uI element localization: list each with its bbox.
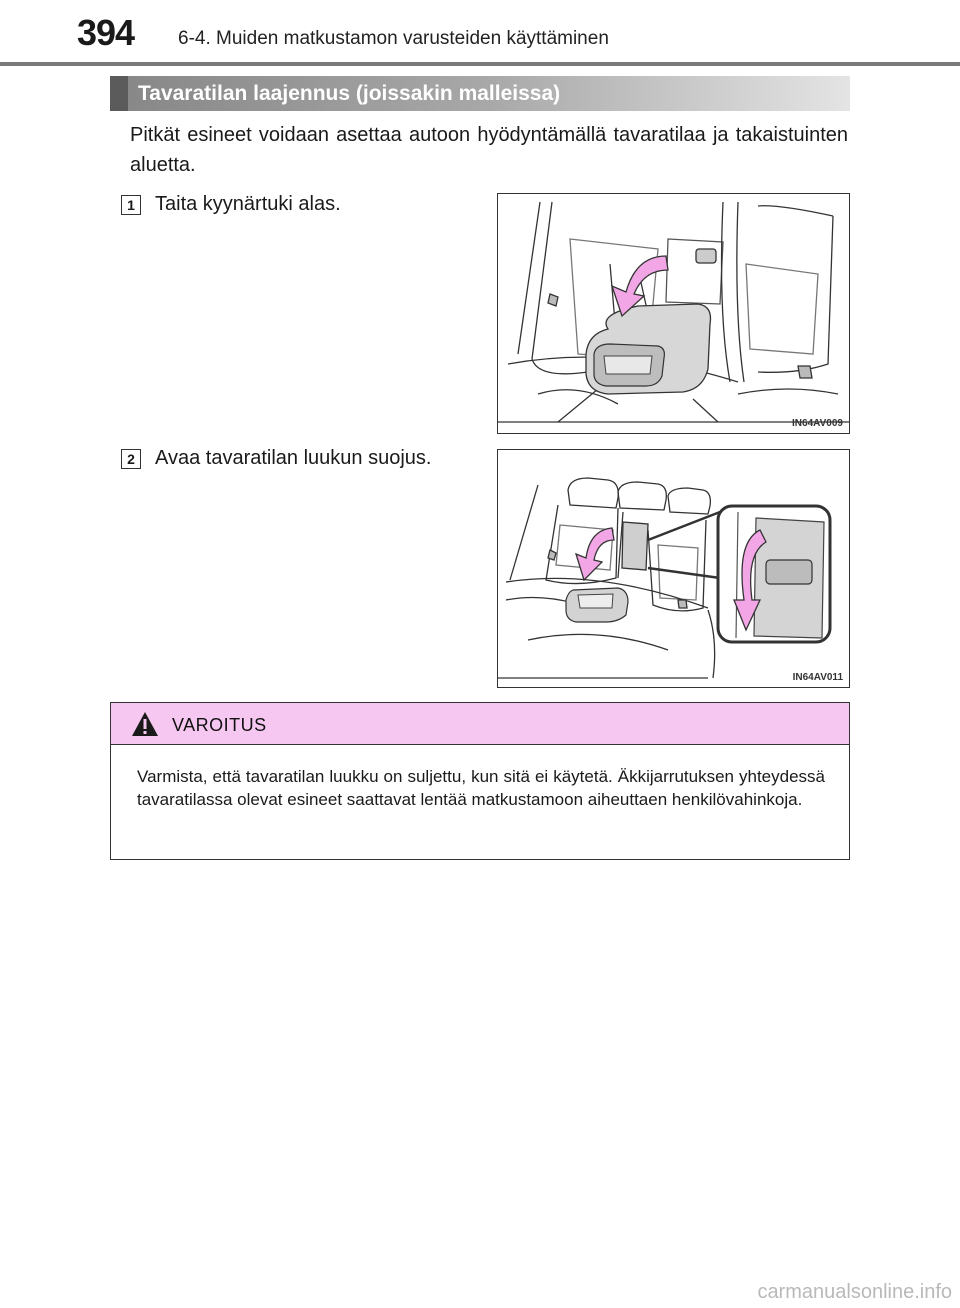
chapter-title: 6-4. Muiden matkustamon varusteiden käyttäminen [178, 28, 609, 49]
step-2-text: Avaa tavaratilan luukun suojus. [155, 447, 432, 469]
watermark: carmanualsonline.info [757, 1281, 952, 1303]
warning-header [111, 703, 849, 745]
armrest-illustration [498, 194, 849, 433]
step-2-number: 2 [121, 449, 141, 469]
warning-box [110, 702, 850, 860]
step-1-text: Taita kyynärtuki alas. [155, 193, 341, 215]
section-band [110, 76, 850, 111]
figure-1-code: IN64AV009 [792, 418, 843, 429]
warning-title: VAROITUS [172, 715, 267, 735]
section-title: Tavaratilan laajennus (joissakin malleissa) [138, 82, 561, 105]
warning-text: Varmista, että tavaratilan luukku on suljettu, kun sitä ei käytetä. Äkkijarrutuksen yhteydessä tavaratilassa olevat esineet saattavat lentää matkustamoon aiheuttaen henkilövahinkoja. [137, 767, 825, 809]
figure-armrest [497, 193, 850, 434]
figure-2-code: IN64AV011 [792, 672, 843, 683]
open-arrow-icon [576, 528, 614, 580]
warning-triangle-icon [130, 710, 160, 738]
page-number: 394 [77, 12, 135, 53]
intro-text: Pitkät esineet voidaan asettaa autoon hyödyntämällä tavaratilaa ja takaistuinten aluetta. [130, 124, 848, 176]
figure-trunk-cover [497, 449, 850, 688]
step-1-number: 1 [121, 195, 141, 215]
trunk-cover-illustration [498, 450, 849, 687]
header-rule [0, 62, 960, 66]
